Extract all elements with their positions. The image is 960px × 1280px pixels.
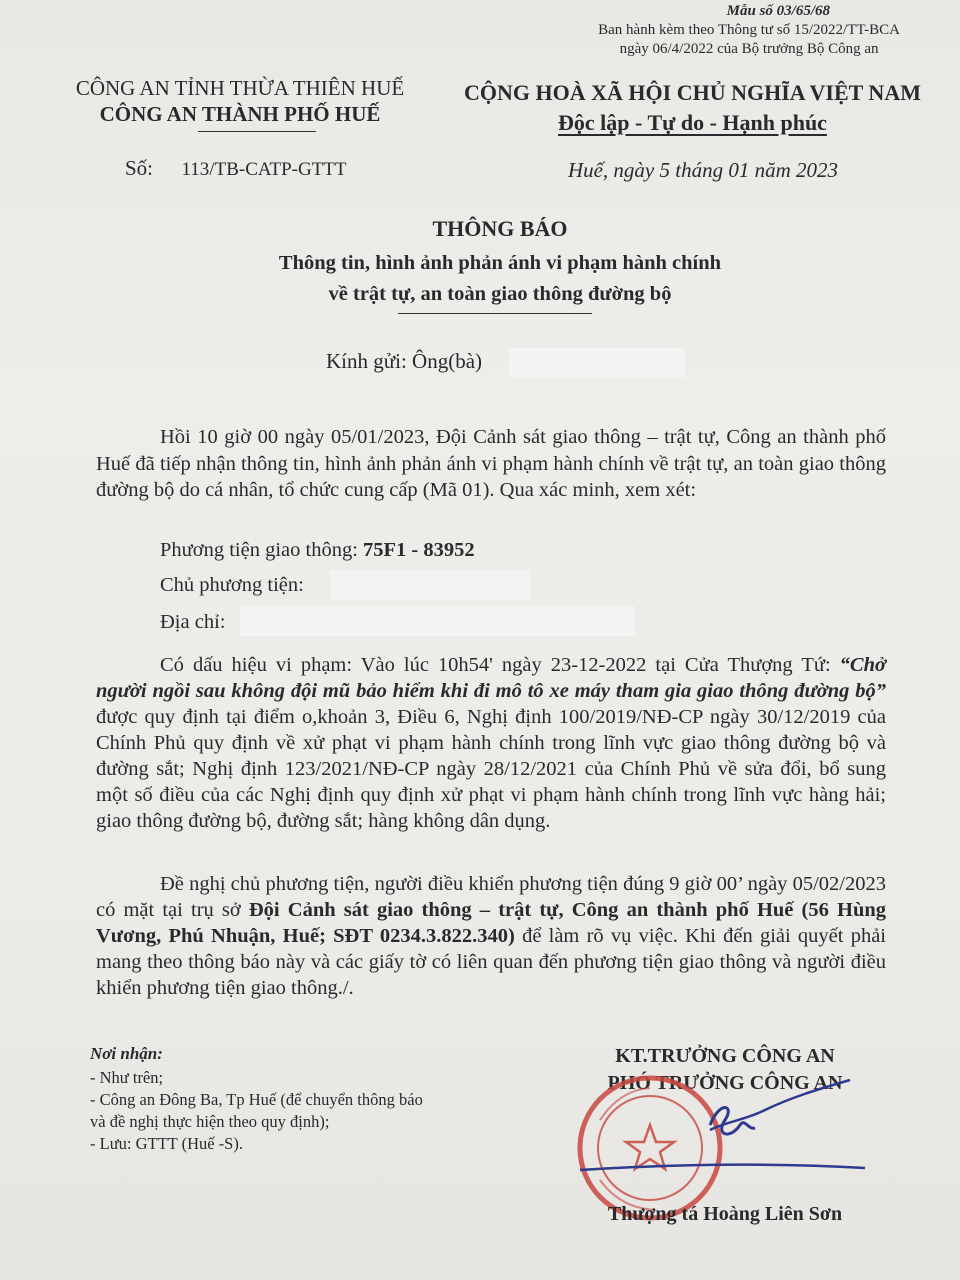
nation-name: CỘNG HOÀ XÃ HỘI CHỦ NGHĨA VIỆT NAM <box>464 80 921 105</box>
nation-motto-text: Độc lập - Tự do - Hạnh phúc <box>558 110 827 135</box>
doc-number-label: Số: <box>125 156 154 180</box>
title-underline <box>398 313 592 314</box>
signature-line-2: PHÓ TRƯỞNG CÔNG AN <box>607 1072 843 1094</box>
paragraph-2-rest: được quy định tại điểm o,khoản 3, Điều 6, Nghị định 100/2019/NĐ-CP ngày 30/12/2019 của Chính Phủ quy định về xử phạt vi phạm hành chính trong lĩnh vực giao thông đường bộ và đường sắt; Nghị định 123/2021/NĐ-CP ngày 28/12/2021 của Chính Phủ về sửa đổi, bổ sung một số điều của các Nghị định quy định xử phạt vi phạm hành chính trong lĩnh vực hàng hải; giao thông đường bộ, đường sắt; hàng không dân dụng. <box>96 706 886 832</box>
signer-name: Thượng tá Hoàng Liên Sơn <box>607 1203 843 1225</box>
recipient-item: - Như trên; <box>90 1068 164 1087</box>
paragraph-2 <box>96 652 886 834</box>
redacted-owner <box>330 570 530 600</box>
addressee-label: Kính gửi: Ông(bà) <box>326 349 483 373</box>
vehicle-plate: 75F1 - 83952 <box>363 539 475 561</box>
owner-label: Chủ phương tiện: <box>160 574 304 596</box>
form-note <box>598 2 900 59</box>
signature-line-1: KT.TRƯỞNG CÔNG AN <box>615 1045 835 1067</box>
recipients-block <box>90 1043 423 1155</box>
recipients-heading: Nơi nhận: <box>90 1044 163 1063</box>
doc-number-value: 113/TB-CATP-GTTT <box>181 159 347 180</box>
form-number: Mẫu số 03/65/68 <box>726 3 830 19</box>
paragraph-1-text: Hồi 10 giờ 00 ngày 05/01/2023, Đội Cảnh sát giao thông – trật tự, Công an thành phố Huế đã tiếp nhận thông tin, hình ảnh phản ánh vi phạm hành chính về trật tự, an toàn giao thông đường bộ do cá nhân, tổ chức cung cấp (Mã 01). Qua xác minh, xem xét: <box>96 426 886 501</box>
recipient-item: và đề nghị thực hiện theo quy định); <box>90 1112 330 1131</box>
agency-unit <box>50 101 430 127</box>
form-note-line2: Ban hành kèm theo Thông tư số 15/2022/TT-BCA <box>598 22 900 38</box>
owner-line <box>160 574 304 597</box>
doc-number <box>125 156 347 181</box>
paragraph-3-a: Đề nghị chủ phương tiện, người điều khiển phương tiện đúng 9 giờ 00’ ngày 05/02/2023 có mặt tại trụ sở <box>96 873 886 921</box>
nation-motto <box>445 108 940 138</box>
place-date: Huế, ngày 5 tháng 01 năm 2023 <box>567 158 838 182</box>
paragraph-3 <box>96 871 886 1001</box>
vehicle-label: Phương tiện giao thông: <box>160 539 358 561</box>
redacted-address <box>240 606 635 636</box>
vehicle-line <box>160 539 475 562</box>
form-note-line3: ngày 06/4/2022 của Bộ trưởng Bộ Công an <box>619 41 879 57</box>
violation-description: “Chở người ngồi sau không đội mũ bảo hiểm khi đi mô tô xe máy tham gia giao thông đường bộ” <box>96 654 886 702</box>
doc-title: THÔNG BÁO <box>432 216 568 241</box>
stamp-seal <box>580 1078 720 1218</box>
agency-parent: CÔNG AN TỈNH THỪA THIÊN HUẾ <box>75 76 405 100</box>
doc-subtitle-2: về trật tự, an toàn giao thông đường bộ <box>328 283 672 305</box>
handwritten-signature <box>580 1080 865 1170</box>
nation-header <box>445 78 940 138</box>
address-label: Địa chỉ: <box>160 611 226 633</box>
agency-underline <box>198 131 316 132</box>
addressee <box>326 349 482 374</box>
paragraph-3-b: để làm rõ vụ việc. Khi đến giải quyết phải mang theo thông báo này và các giấy tờ có liên quan đến phương tiện giao thông và người điều khiển phương tiện giao thông./. <box>96 925 886 999</box>
recipient-item: - Lưu: GTTT (Huế -S). <box>90 1134 243 1153</box>
paragraph-2-intro: Có dấu hiệu vi phạm: Vào lúc 10h54' ngày 23-12-2022 tại Cửa Thượng Tứ: <box>160 654 831 676</box>
doc-subtitle-1: Thông tin, hình ảnh phản ánh vi phạm hành chính <box>278 252 722 274</box>
paragraph-1 <box>96 424 886 504</box>
agency-unit-text: CÔNG AN THÀNH PHỐ HUẾ <box>99 102 381 126</box>
paragraph-3-bold: Đội Cảnh sát giao thông – trật tự, Công an thành phố Huế (56 Hùng Vương, Phú Nhuận, Huế; SĐT 0234.3.822.340) <box>96 899 887 947</box>
redacted-addressee <box>509 348 685 378</box>
recipient-item: - Công an Đông Ba, Tp Huế (để chuyển thông báo <box>90 1090 423 1109</box>
address-line <box>160 611 225 634</box>
agency-header <box>50 75 430 127</box>
